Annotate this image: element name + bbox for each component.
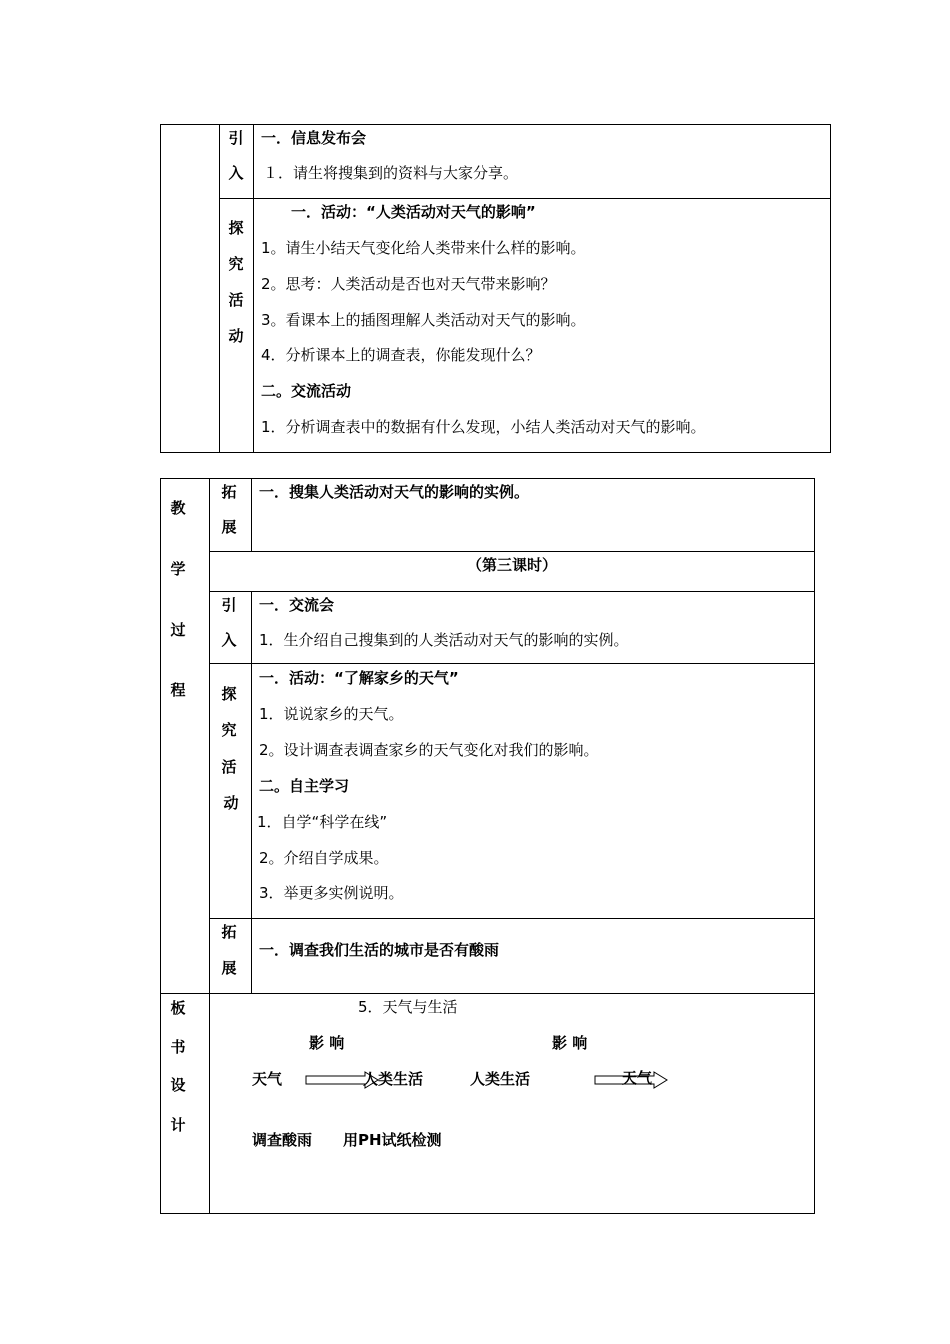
board-label-char: 设 bbox=[170, 1076, 186, 1094]
weather-left: 天气 bbox=[252, 1070, 283, 1088]
board-label-char: 板 bbox=[170, 999, 186, 1017]
arrow-right-icon bbox=[594, 1071, 668, 1089]
explore-item: 4．分析课本上的调查表，你能发现什么？ bbox=[261, 346, 541, 364]
board-title: 5．天气与生活 bbox=[358, 998, 458, 1016]
explore-label-char: 动 bbox=[223, 794, 239, 812]
explore-heading: 一．活动：“人类活动对天气的影响” bbox=[291, 203, 536, 221]
influence-left-label: 影 响 bbox=[309, 1034, 345, 1052]
exchange-heading: 二。交流活动 bbox=[261, 382, 352, 400]
explore-label-char: 究 bbox=[228, 255, 244, 273]
explore-item: 2。思考：人类活动是否也对天气带来影响？ bbox=[261, 275, 556, 293]
self-study-item: 2。介绍自学成果。 bbox=[259, 849, 389, 867]
explore-label-char: 活 bbox=[228, 291, 244, 309]
explore-label-char: 活 bbox=[221, 758, 237, 776]
arrow-right-icon bbox=[305, 1071, 379, 1089]
explore-label-char: 动 bbox=[228, 327, 244, 345]
intro-item: １．请生将搜集到的资料与大家分享。 bbox=[263, 164, 519, 182]
intro-label-char: 入 bbox=[221, 631, 237, 649]
human-life-right: 人类生活 bbox=[470, 1070, 531, 1088]
extend-label-char: 拓 bbox=[221, 923, 237, 941]
influence-right-label: 影 响 bbox=[552, 1034, 588, 1052]
exchange-item: 1．分析调查表中的数据有什么发现，小结人类活动对天气的影响。 bbox=[261, 418, 706, 436]
intro-item-2: 1．生介绍自己搜集到的人类活动对天气的影响的实例。 bbox=[259, 631, 629, 649]
explore-heading-2: 一．活动：“了解家乡的天气” bbox=[259, 669, 459, 687]
extend-2-text: 一．调查我们生活的城市是否有酸雨 bbox=[259, 941, 500, 959]
extend-label-char: 展 bbox=[221, 959, 237, 977]
human-life-left: 人类生活 bbox=[363, 1070, 424, 1088]
section-label-char: 程 bbox=[170, 681, 186, 699]
self-study-item: 3．举更多实例说明。 bbox=[259, 884, 404, 902]
explore-label-char: 探 bbox=[228, 219, 244, 237]
extend-1-text: 一．搜集人类活动对天气的影响的实例。 bbox=[259, 483, 530, 501]
board-label-char: 计 bbox=[170, 1116, 186, 1134]
section-label-char: 教 bbox=[170, 499, 186, 517]
board-label-char: 书 bbox=[170, 1038, 186, 1056]
explore-label-char: 究 bbox=[221, 721, 237, 739]
self-study-item: 1．自学“科学在线” bbox=[257, 813, 388, 831]
section-label-char: 学 bbox=[170, 560, 186, 578]
explore-item: 3。看课本上的插图理解人类活动对天气的影响。 bbox=[261, 311, 586, 329]
extend-label-char: 拓 bbox=[221, 483, 237, 501]
explore-item: 1。请生小结天气变化给人类带来什么样的影响。 bbox=[261, 239, 586, 257]
ph-test-text: 用PH试纸检测 bbox=[343, 1131, 442, 1149]
intro-label-char: 入 bbox=[228, 164, 244, 182]
intro-label-char: 引 bbox=[221, 596, 237, 614]
intro-label-char: 引 bbox=[228, 129, 244, 147]
explore-label-char: 探 bbox=[221, 685, 237, 703]
self-study-heading: 二。自主学习 bbox=[259, 777, 350, 795]
weather-right: 天气 bbox=[622, 1069, 653, 1087]
explore-item-2: 1．说说家乡的天气。 bbox=[259, 705, 404, 723]
intro-heading-2: 一．交流会 bbox=[259, 596, 335, 614]
explore-item-2: 2。设计调查表调查家乡的天气变化对我们的影响。 bbox=[259, 741, 599, 759]
extend-label-char: 展 bbox=[221, 518, 237, 536]
lesson-3-header: （第三课时） bbox=[467, 556, 558, 574]
acid-rain-text: 调查酸雨 bbox=[252, 1131, 313, 1149]
intro-heading: 一．信息发布会 bbox=[261, 129, 367, 147]
section-label-char: 过 bbox=[170, 621, 186, 639]
